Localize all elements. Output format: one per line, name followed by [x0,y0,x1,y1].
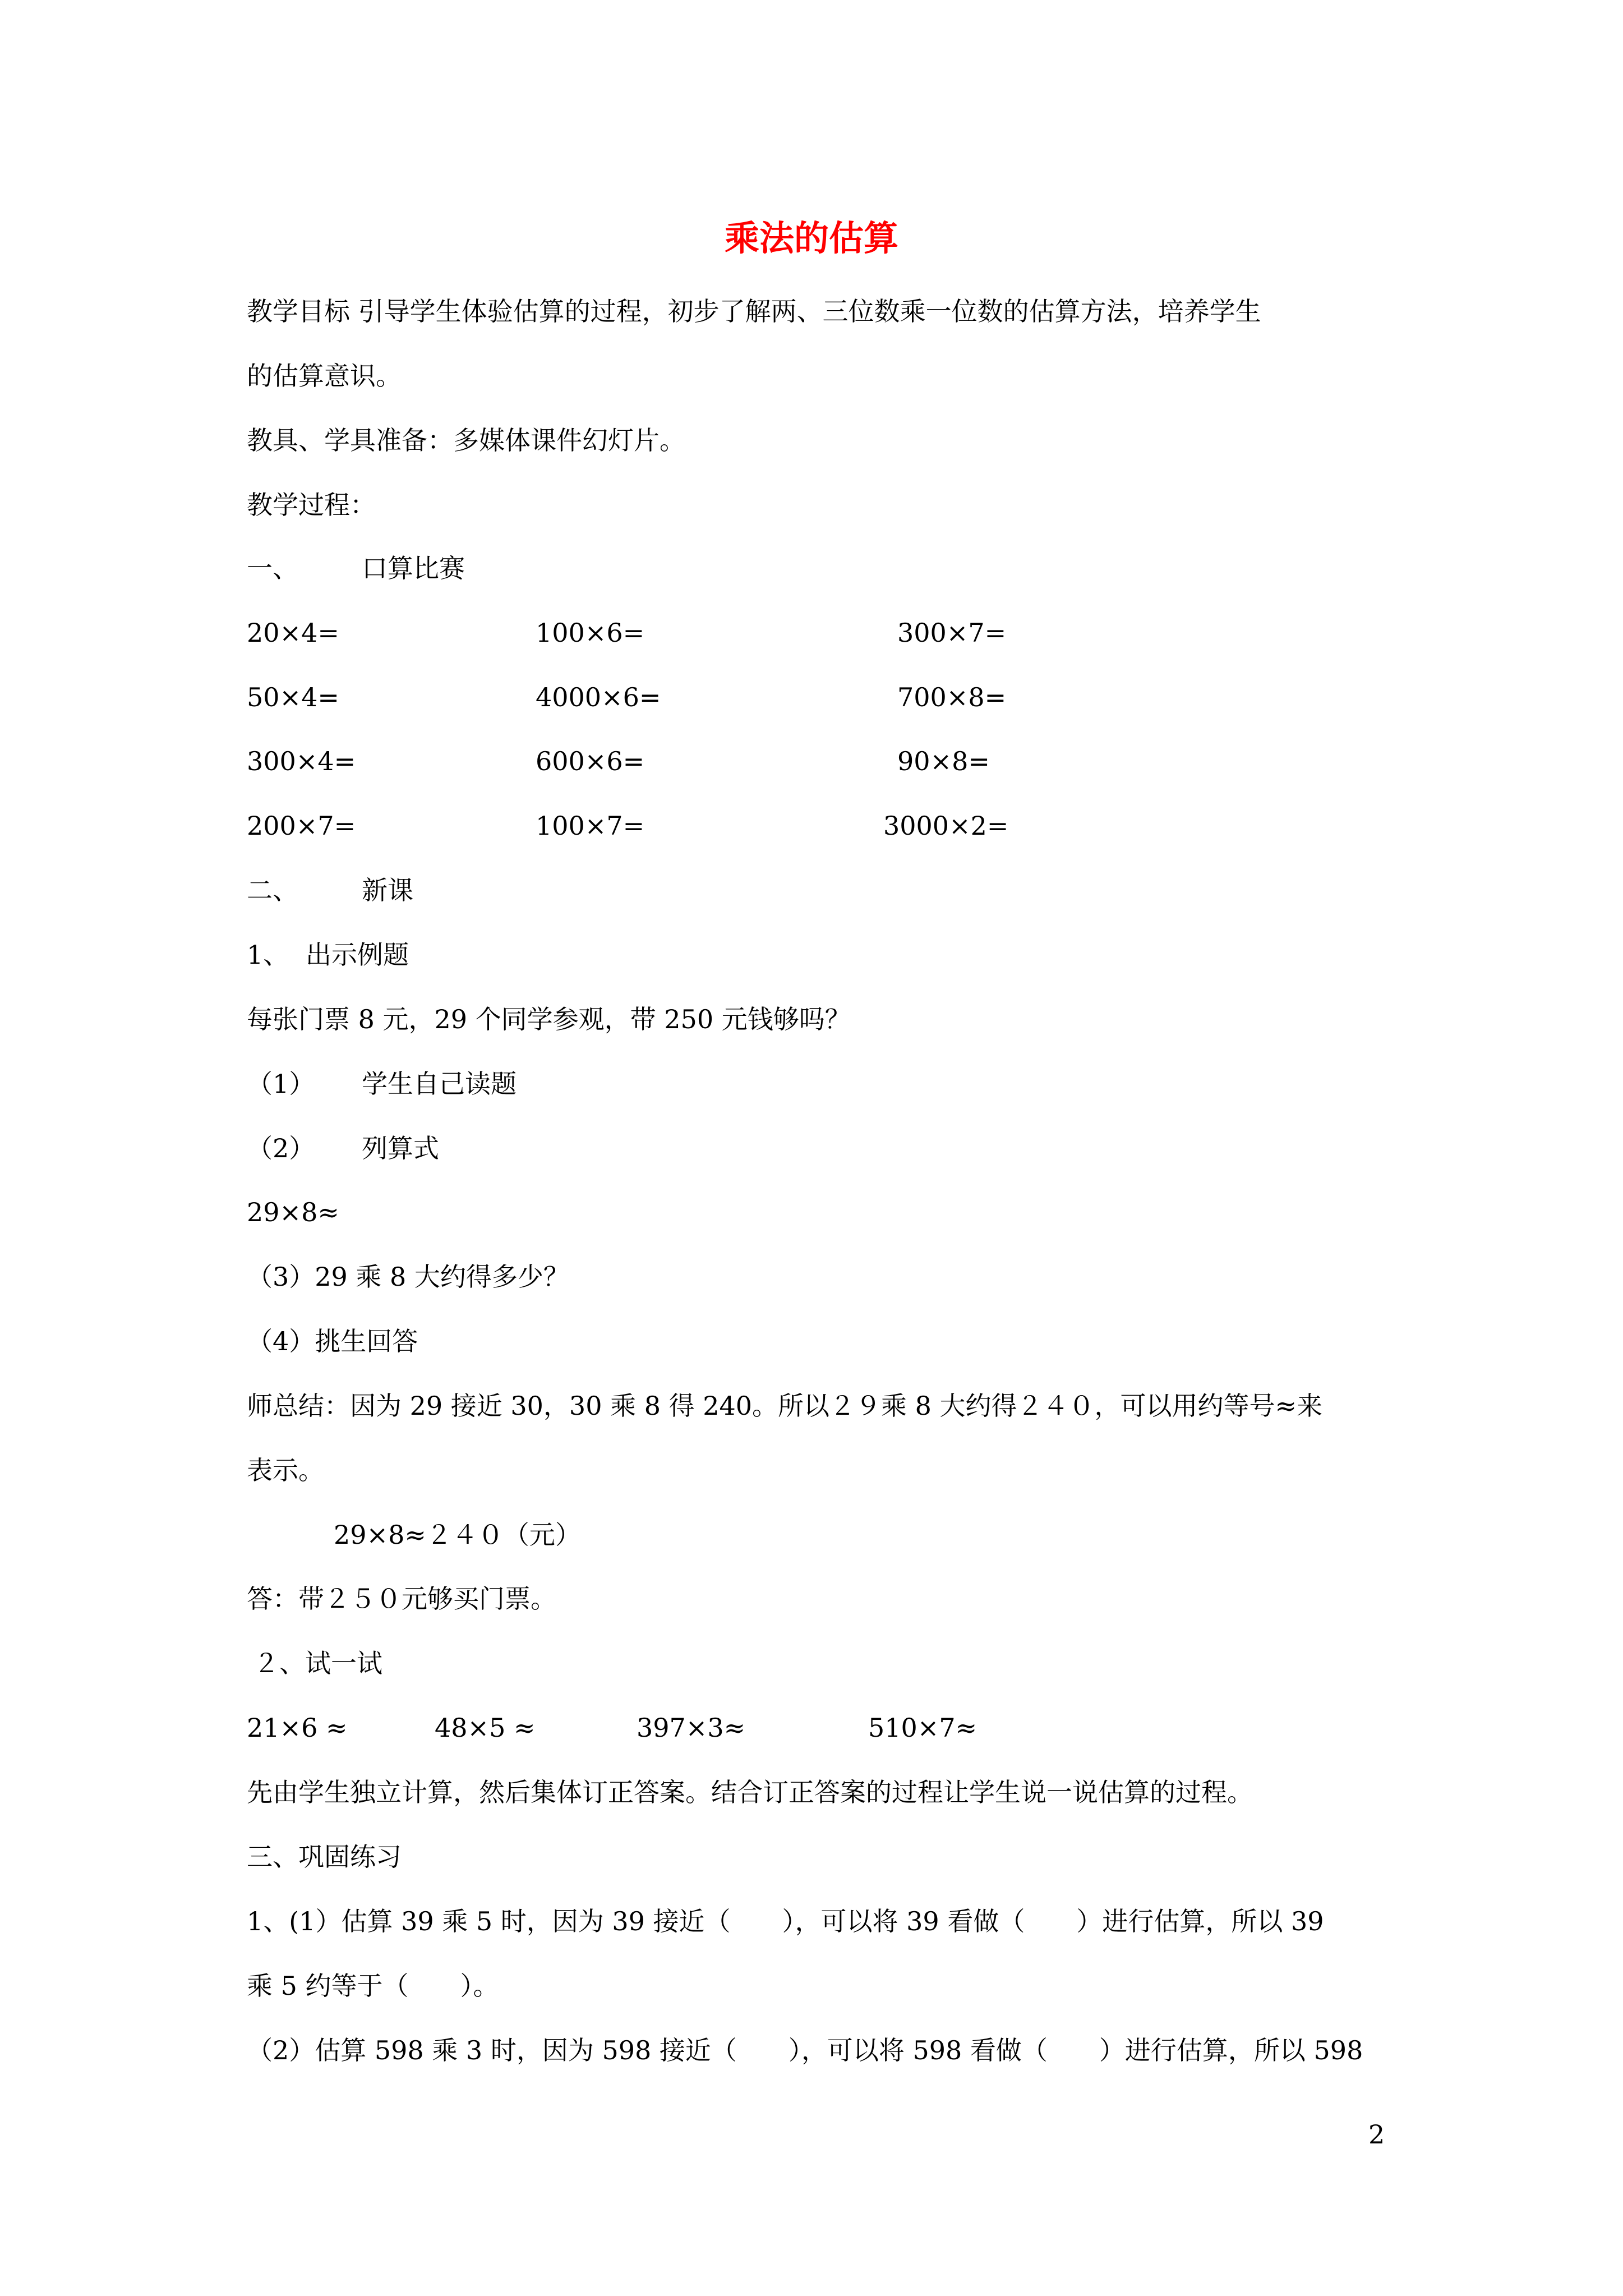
exercise-2-line-1: （2）估算 598 乘 3 时，因为 598 接近（ ），可以将 598 看做（ ）进行估算，所以 598 [247,2035,1363,2065]
exercise-1-line-2: 乘 5 约等于（ ）。 [247,1971,499,2001]
summary-line-2: 表示。 [247,1455,324,1485]
oral-item: 300×7= [897,618,1007,648]
try-row [0,1708,1623,1747]
process-heading: 教学过程： [247,490,376,520]
formula-line: 29×8≈ [247,1197,339,1227]
example-problem: 每张门票 8 元，29 个同学参观，带 250 元钱够吗？ [247,1004,851,1034]
sub-step-1 [247,1064,1396,1103]
oral-item: 4000×6= [536,682,661,712]
step-1-number: 1、 [247,940,289,970]
result-formula: 29×8≈２４０（元） [334,1520,581,1550]
try-note: 先由学生独立计算，然后集体订正答案。结合订正答案的过程让学生说一说估算的过程。 [247,1777,1253,1807]
try-item: 510×7≈ [868,1713,978,1743]
oral-row [0,613,1623,652]
page-title: 乘法的估算 [724,218,898,259]
oral-item: 200×7= [247,811,356,841]
section-2-label: 新课 [362,875,413,905]
oral-item: 600×6= [536,746,645,776]
oral-item: 700×8= [897,682,1007,712]
section-2-heading [247,871,1396,910]
oral-item: 90×8= [897,746,990,776]
section-1-number: 一、 [247,553,298,583]
oral-item: 3000×2= [883,811,1009,841]
teaching-goal-line-1: 教学目标 引导学生体验估算的过程，初步了解两、三位数乘一位数的估算方法，培养学生 [247,296,1261,326]
section-1-heading [247,549,1396,588]
section-1-label: 口算比赛 [362,553,465,583]
oral-item: 100×6= [536,618,645,648]
sub-step-2-label: 列算式 [362,1133,439,1163]
sub-step-1-number: （1） [247,1069,315,1099]
section-3-heading: 三、巩固练习 [247,1842,402,1872]
section-2-number: 二、 [247,875,298,905]
sub-step-4: （4）挑生回答 [247,1326,418,1356]
oral-item: 100×7= [536,811,645,841]
answer-line: 答：带２５０元够买门票。 [247,1584,556,1614]
oral-row [0,806,1623,845]
oral-row [0,742,1623,781]
sub-step-1-label: 学生自己读题 [362,1069,517,1099]
page-number: 2 [1368,2119,1385,2150]
teaching-goal-line-2: 的估算意识。 [247,361,402,391]
step-2-heading: ２、试一试 [253,1648,382,1678]
summary-line-1: 师总结：因为 29 接近 30，30 乘 8 得 240。所以２９乘 8 大约得２４０，可以用约等号≈来 [247,1391,1323,1421]
try-item: 397×3≈ [637,1713,746,1743]
oral-item: 50×4= [247,682,339,712]
sub-step-2 [247,1129,1396,1168]
oral-item: 20×4= [247,618,339,648]
sub-step-2-number: （2） [247,1133,315,1163]
oral-item: 300×4= [247,746,356,776]
try-item: 48×5 ≈ [435,1713,536,1743]
oral-row [0,678,1623,717]
try-item: 21×6 ≈ [247,1713,348,1743]
step-1-label: 出示例题 [306,940,409,970]
exercise-1-line-1: 1、(1）估算 39 乘 5 时，因为 39 接近（ ），可以将 39 看做（ ）进行估算，所以 39 [247,1906,1324,1936]
step-1-heading [247,935,1396,974]
tools-line: 教具、学具准备：多媒体课件幻灯片。 [247,425,685,455]
sub-step-3: （3）29 乘 8 大约得多少？ [247,1262,569,1292]
